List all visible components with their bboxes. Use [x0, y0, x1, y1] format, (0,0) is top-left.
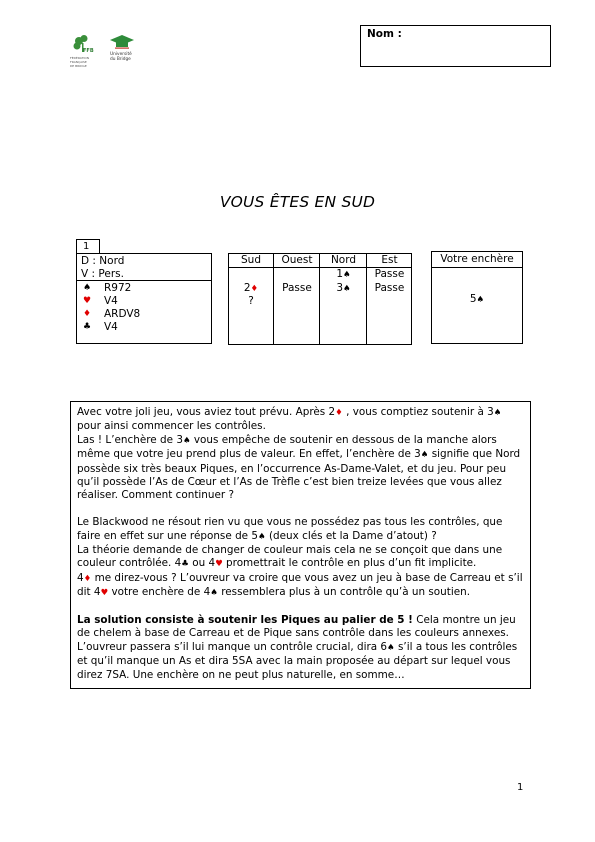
heart-icon: ♥ — [100, 588, 109, 599]
spade-icon: ♠ — [387, 642, 395, 653]
answer-label: Votre enchère — [432, 252, 522, 268]
diamond-cards: ARDV8 — [104, 308, 141, 320]
ffb-logo — [70, 35, 100, 75]
spade-icon: ♠ — [420, 450, 429, 461]
paragraph: 4♦ me direz-vous ? L’ouvreur va croire que vous avez un jeu à base de Carreau et s’il dit 4♥ votre enchère de 4♠ ressemblera plus à un contrôle qu’à un soutien. — [77, 571, 523, 599]
graduation-cap-icon — [110, 35, 134, 49]
universite-text: Université du Bridge — [110, 52, 132, 62]
paragraph-conclusion — [77, 614, 524, 682]
explanation-box — [70, 401, 531, 689]
bid-header-ouest: Ouest — [274, 254, 320, 268]
bid-cell — [367, 295, 412, 308]
bid-header-est: Est — [367, 254, 412, 268]
paragraph: Las ! L’enchère de 3♠ vous empêche de soutenir en dessous de la manche alors même que votre jeu prend plus de valeur. En efet, l’enchère de 3♠ signife que Nord possède six très beaux Piques, en l’occurrence As-Dame-Valet, et du jeu. Pour peu qu’il possède l’As de Cœur et l’As de Trèfe c’est bien treize levées que vous allez réaliser. Comment continuer ? — [77, 433, 521, 502]
page-title: VOUS ÊTES EN SUD — [219, 193, 376, 211]
bid-col-ouest — [273, 254, 320, 344]
name-field-box[interactable] — [360, 25, 551, 67]
universite-logo — [104, 35, 142, 75]
heart-icon: ♥ — [82, 296, 92, 306]
bid-cell-question: ? — [248, 295, 254, 307]
spade-icon: ♠ — [182, 435, 191, 446]
bid-cell — [229, 268, 273, 281]
paragraph: Le Blackwood ne résout rien vu que vous ne possédez pas tous les contrôles, que faire en efet sur une réponse de 5♠ (deux clés et la Dame d’atout) ? — [77, 516, 503, 542]
bid-cell: 3♠ — [336, 282, 351, 294]
bid-cell — [274, 268, 320, 281]
bid-cell: 1♠ — [336, 268, 351, 280]
bid-col-est — [366, 254, 412, 344]
bid-cell: Passe — [282, 282, 312, 294]
ffb-text: FFB — [83, 48, 94, 54]
vulnerability: V : Pers. — [81, 267, 124, 280]
name-label: Nom : — [367, 28, 402, 40]
spade-cards: R972 — [104, 282, 132, 294]
bid-cell-red: 2♦ — [243, 282, 259, 294]
ffb-subtitle: FÉDÉRATION FRANÇAISE DE BRIDGE — [70, 56, 89, 68]
club-icon: ♣ — [82, 322, 92, 332]
deal-number: 1 — [76, 239, 100, 253]
bid-cell — [274, 295, 320, 308]
spade-icon: ♠ — [343, 284, 351, 294]
bid-cell: Passe — [374, 282, 405, 294]
spade-icon: ♠ — [82, 283, 92, 293]
bid-header-sud: Sud — [229, 254, 273, 268]
spade-icon: ♠ — [493, 408, 502, 418]
bid-header-nord: Nord — [320, 254, 367, 268]
hand-row-spades — [77, 282, 211, 295]
club-icon: ♣ — [181, 559, 189, 570]
solution-text: Cela montre un jeu de chelem à base de Carreau et de Pique sans contrôle dans les couleurs annexes. L’ouvreur passera s’il lui manque un contrôle crucial, dira 6♠ s’il a tous les contrôles et qu’il manque un As et dira 5SA avec la main proposée au départ sur lequel vous direz 7SA. Une enchère on ne peut plus naturelle, en somme… — [77, 614, 518, 681]
south-hand — [77, 281, 211, 334]
diamond-icon: ♦ — [83, 573, 92, 584]
page-number: 1 — [517, 782, 524, 793]
solution-bold: La solution consiste à soutenir les Piques au palier de 5 ! — [77, 614, 413, 627]
deal-header — [77, 254, 211, 281]
diamond-icon: ♦ — [335, 408, 343, 418]
dealer: D : Nord — [81, 255, 125, 267]
answer-box[interactable] — [431, 251, 523, 344]
bid-cell — [320, 295, 367, 308]
spade-icon: ♠ — [343, 270, 351, 280]
diamond-icon: ♦ — [250, 284, 259, 294]
paragraph: La théorie demande de changer de couleur mais cela ne se conçoit que dans une couleur contrôlée. 4♣ ou 4♥ promettrait le contrôle en plus d’un ft implicite. — [77, 544, 503, 570]
bidding-table — [228, 253, 412, 345]
hand-row-diamonds — [77, 308, 211, 321]
heart-icon: ♥ — [215, 559, 223, 570]
hand-row-hearts — [77, 295, 211, 308]
bid-cell: Passe — [374, 268, 405, 280]
heart-cards: V4 — [104, 295, 118, 307]
club-cards: V4 — [104, 321, 118, 333]
bid-col-sud — [229, 254, 273, 344]
spade-icon: ♠ — [210, 588, 218, 599]
diamond-icon: ♦ — [82, 309, 92, 319]
logos — [70, 35, 142, 75]
hand-row-clubs — [77, 321, 211, 334]
spade-icon: ♠ — [258, 531, 266, 542]
answer-bid: 5♠ — [469, 293, 485, 305]
deal-box — [76, 253, 212, 344]
spade-icon: ♠ — [476, 295, 485, 305]
bid-col-nord — [319, 254, 367, 344]
paragraph: Avec votre joli jeu, vous aviez tout prévu. Après 2♦ , vous comptiez soutenir à 3♠ pour ainsi commencer les contrôles. — [77, 406, 502, 433]
